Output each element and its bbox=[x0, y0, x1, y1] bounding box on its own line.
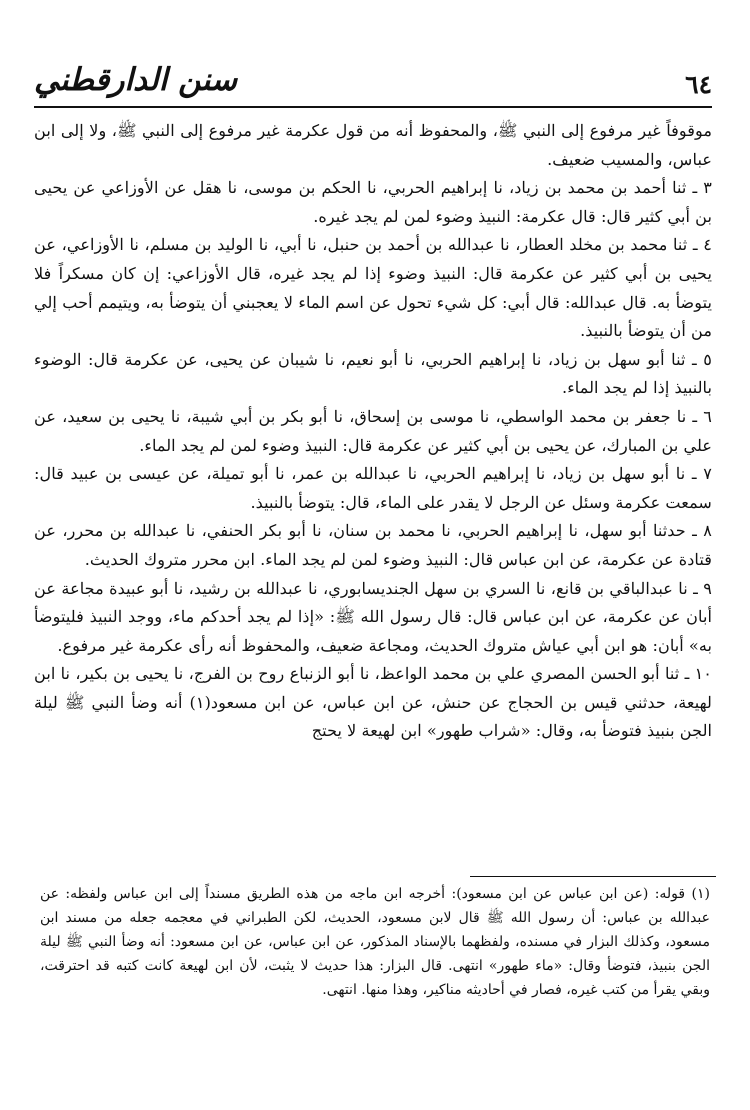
main-text bbox=[34, 117, 712, 746]
footnotes bbox=[40, 882, 710, 1002]
hadith-entry-4: ٤ ـ ثنا محمد بن مخلد العطار، نا عبدالله بن أحمد بن حنبل، نا أبي، نا الوليد بن مسلم، نا الأوزاعي، عن يحيى بن أبي كثير عن عكرمة قال: النبيذ وضوء إذا لم يجد غيره، قال الأوزاعي: إن كان مسكراً فلا يتوضأ به. قال عبدالله: قال أبي: كل شيء تحول عن اسم الماء لا يعجبني أن يتوضأ به، ويتيمم أحب إلي من أن يتوضأ بالنبيذ. bbox=[34, 235, 712, 341]
page-number: ٦٤ bbox=[685, 70, 712, 99]
book-title: سنن الدارقطني bbox=[34, 62, 238, 98]
hadith-entry-6: ٦ ـ نا جعفر بن محمد الواسطي، نا موسى بن إسحاق، نا أبو بكر بن أبي شيبة، نا يحيى بن سعيد، عن علي بن المبارك، عن يحيى بن أبي كثير عن عكرمة قال: النبيذ وضوء لمن لم يجد الماء. bbox=[34, 406, 712, 455]
continuation-paragraph: موقوفاً غير مرفوع إلى النبي ﷺ، والمحفوظ أنه من قول عكرمة غير مرفوع إلى النبي ﷺ، ولا إلى ابن عباس، والمسيب ضعيف. bbox=[34, 121, 712, 169]
page-header bbox=[34, 62, 712, 108]
hadith-entry-7: ٧ ـ نا أبو سهل بن زياد، نا إبراهيم الحربي، نا عبدالله بن عمر، نا أبو تميلة، عن عيسى بن عبيد قال: سمعت عكرمة وسئل عن الرجل لا يقدر على الماء، قال: يتوضأ بالنبيذ. bbox=[34, 464, 712, 512]
hadith-entry-9: ٩ ـ نا عبدالباقي بن قانع، نا السري بن سهل الجنديسابوري، نا عبدالله بن رشيد، نا أبو عبيدة مجاعة عن أبان عن عكرمة، عن ابن عباس قال: قال رسول الله ﷺ: «إذا لم يجد أحدكم ماء، ووجد النبيذ فليتوضأ به» أبان: هو ابن أبي عياش متروك الحديث، ومجاعة ضعيف، والمحفوظ أنه رأى عكرمة غير مرفوع. bbox=[34, 578, 712, 655]
hadith-entry-5: ٥ ـ ثنا أبو سهل بن زياد، نا إبراهيم الحربي، نا أبو نعيم، نا شيبان عن يحيى، عن عكرمة قال: الوضوء بالنبيذ إذا لم يجد الماء. bbox=[34, 349, 712, 398]
footnote-separator bbox=[470, 876, 716, 877]
hadith-entry-10: ١٠ ـ ثنا أبو الحسن المصري علي بن محمد الواعظ، نا أبو الزنباع روح بن الفرج، نا يحيى بن بكير، نا ابن لهيعة، حدثني قيس بن الحجاج عن حنش، عن ابن عباس، عن ابن مسعود(١) أنه وضأ النبي ﷺ ليلة الجن بنبيذ فتوضأ به، وقال: «شراب طهور» ابن لهيعة لا يحتج bbox=[34, 664, 712, 741]
footnote-1: (١) قوله: (عن ابن عباس عن ابن مسعود): أخرجه ابن ماجه من هذه الطريق مسنداً إلى ابن عباس ولفظه: عن عبدالله بن عباس: أن رسول الله ﷺ قال لابن مسعود، الحديث، لكن الطبراني في معجمه جعله من مسند ابن مسعود، وكذلك البزار في مسنده، ولفظهما بالإسناد المذكور، عن ابن عباس، عن ابن مسعود: أنه وضأ النبي ﷺ ليلة الجن بنبيذ، فتوضأ وقال: «ماء طهور» انتهى. قال البزار: هذا حديث لا يثبت، لأن ابن لهيعة كانت كتبه قد احترقت، وبقي يقرأ من كتب غيره، فصار في أحاديثه مناكير، وهذا منها. انتهى. bbox=[40, 886, 710, 998]
hadith-entry-8: ٨ ـ حدثنا أبو سهل، نا إبراهيم الحربي، نا محمد بن سنان، نا أبو بكر الحنفي، نا عبدالله بن محرر، عن قتادة عن عكرمة، عن ابن عباس قال: النبيذ وضوء لمن لم يجد الماء. ابن محرر متروك الحديث. bbox=[34, 521, 712, 569]
hadith-entry-3: ٣ ـ ثنا أحمد بن محمد بن زياد، نا إبراهيم الحربي، نا الحكم بن موسى، نا هقل عن الأوزاعي عن يحيى بن أبي كثير قال: قال عكرمة: النبيذ وضوء لمن لم يجد غيره. bbox=[34, 178, 712, 226]
